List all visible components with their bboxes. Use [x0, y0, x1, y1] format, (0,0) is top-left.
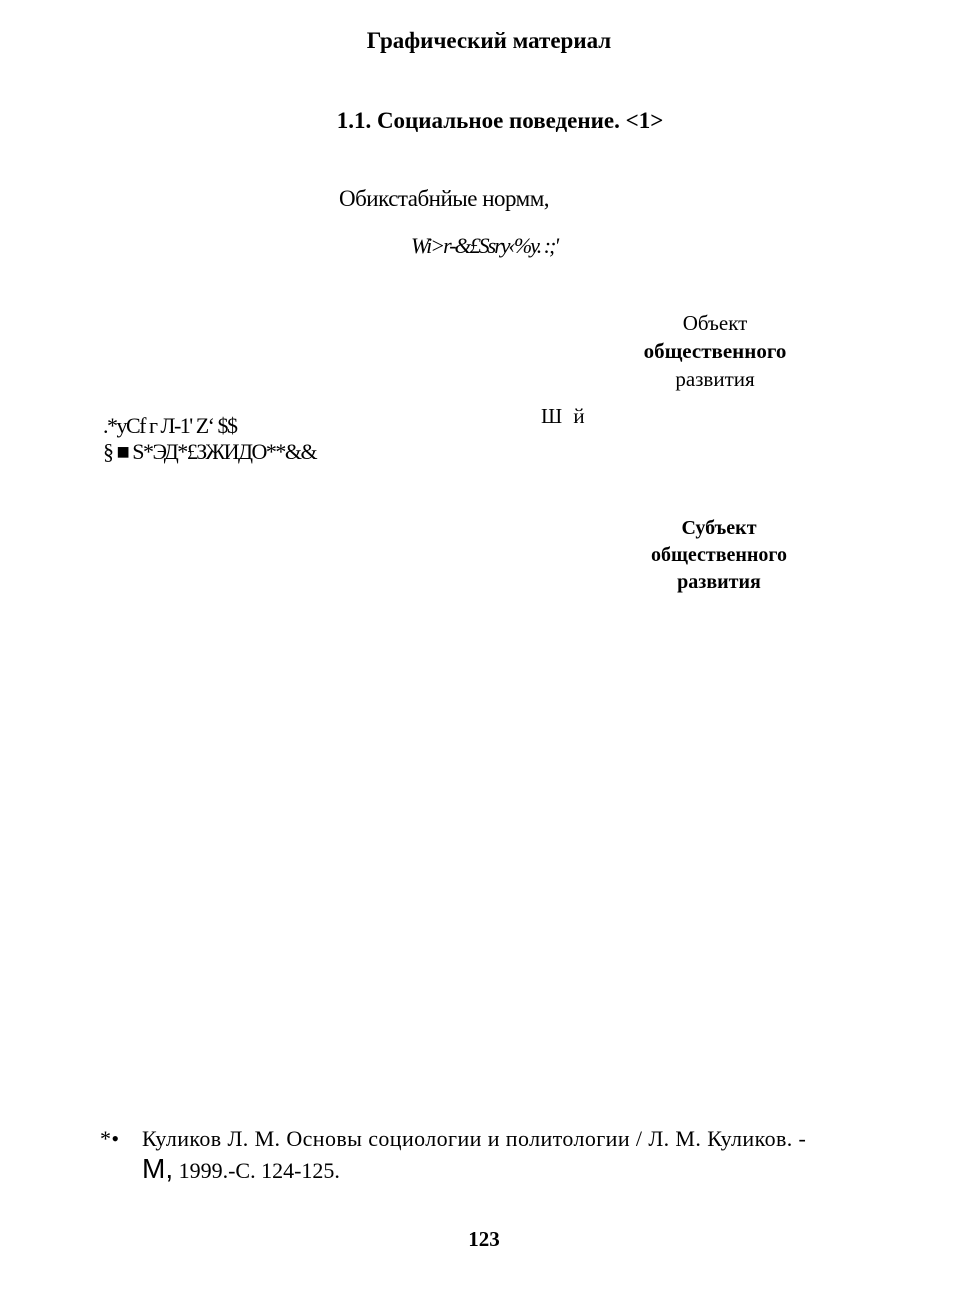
subject-line-1: Субъект — [681, 517, 757, 539]
garbled-text-1: Wi>r-&£Ssry‹%y. :;' — [411, 233, 558, 258]
norms-label: Обикстабнйые нормм, — [339, 186, 550, 211]
footnote — [100, 1124, 806, 1186]
footnote-city: М, — [142, 1153, 174, 1184]
page-number: 123 — [468, 1227, 500, 1251]
object-line-1: Объект — [682, 311, 748, 335]
subject-label — [634, 515, 804, 596]
object-line-3: развития — [675, 367, 755, 391]
footnote-citation: Куликов Л. М. Основы социологии и политологии / Л. М. Куликов. - — [142, 1126, 807, 1151]
footnote-line-1 — [100, 1124, 806, 1154]
footnote-marker: *• — [100, 1126, 120, 1151]
footnote-year-pages: 1999.-С. 124-125. — [173, 1158, 340, 1183]
sh-label: Ш й — [541, 404, 588, 428]
section-heading: 1.1. Социальное поведение. <1> — [336, 108, 664, 133]
garbled-text-2: .*yCf г Л-1' Z‘ $$ — [103, 413, 237, 438]
subject-line-3: развития — [677, 571, 761, 593]
garbled-text-block — [103, 413, 316, 465]
object-label — [630, 309, 800, 393]
page-title: Графический материал — [366, 28, 612, 53]
garbled-text-3: § ■ S*ЭД*£ЗЖИДО**&& — [103, 439, 317, 464]
subject-line-2: общественного — [650, 544, 787, 566]
object-line-2: общественного — [643, 339, 787, 363]
footnote-line-2 — [100, 1154, 806, 1186]
